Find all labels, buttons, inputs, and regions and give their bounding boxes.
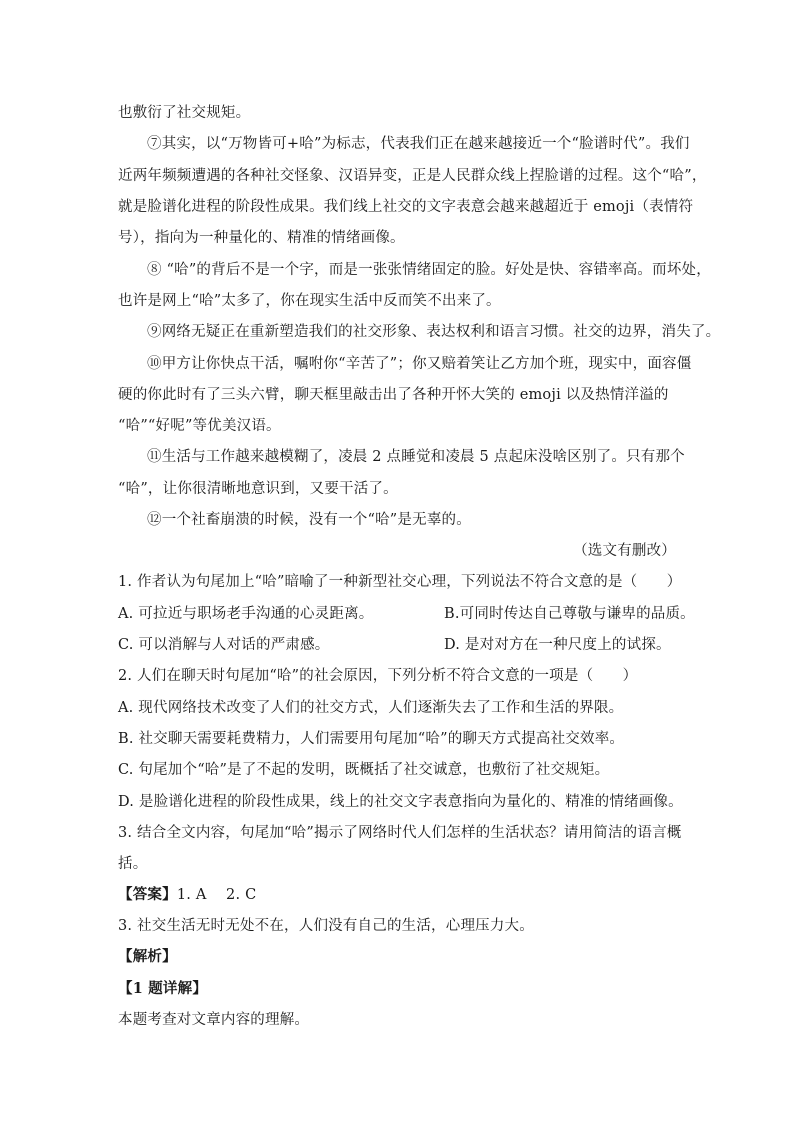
analysis-text: 本题考查对文章内容的理解。 xyxy=(118,1012,310,1028)
option-c: C. 可以消解与人对话的严肃感。 xyxy=(118,637,330,653)
option-b: B. 社交聊天需要耗费精力，人们需要用句尾加“哈”的聊天方式提高社交效率。 xyxy=(118,731,625,747)
option-d: D. 是对对方在一种尺度上的试探。 xyxy=(444,637,671,653)
passage-line: ⑩甲方让你快点干活，嘱咐你“辛苦了”；你又赔着笑让乙方加个班，现实中，面容僵 xyxy=(147,356,692,372)
passage-line: ⑧ “哈”的背后不是一个字，而是一张张情绪固定的脸。好处是快、容错率高。而坏处， xyxy=(147,262,711,278)
answer-text: 1. A 2. C xyxy=(176,887,257,903)
option-a: A. 现代网络技术改变了人们的社交方式，人们逐渐失去了工作和生活的界限。 xyxy=(118,700,624,716)
passage-line: 硬的你此时有了三头六臂，聊天框里敲击出了各种开怀大笑的 emoji 以及热情洋溢的 xyxy=(118,387,669,403)
passage-line: “哈”，让你很清晰地意识到，又要干活了。 xyxy=(118,481,398,497)
question-1-options-ab xyxy=(118,604,695,624)
passage-line: 也许是网上“哈”太多了，你在现实生活中反而笑不出来了。 xyxy=(118,293,501,309)
passage-line: 近两年频频遭遇的各种社交怪象、汉语异变，正是人民群众线上捏脸谱的过程。这个“哈”， xyxy=(118,168,707,184)
answer-label: 【答案】 xyxy=(118,886,177,903)
passage-line: ⑦其实，以“万物皆可+哈”为标志，代表我们正在越来越接近一个“脸谱时代”。我们 xyxy=(147,136,690,152)
question-2-stem: 2. 人们在聊天时句尾加“哈”的社会原因，下列分析不符合文意的一项是（ ） xyxy=(118,668,638,684)
passage-line: ⑪生活与工作越来越模糊了，凌晨 2 点睡觉和凌晨 5 点起床没啥区别了。只有那个 xyxy=(147,449,685,465)
analysis-detail-label: 【1 题详解】 xyxy=(118,980,208,997)
question-1-options-cd xyxy=(118,635,678,655)
option-d: D. 是脸谱化进程的阶段性成果，线上的社交文字表意指向为量化的、精准的情绪画像。 xyxy=(118,794,683,810)
question-3-stem-cont: 括。 xyxy=(118,856,148,872)
passage-line: “哈”“好呢”等优美汉语。 xyxy=(118,418,281,434)
passage-line: 号），指向为一种量化的、精准的情绪画像。 xyxy=(118,230,405,246)
passage-line: 也敷衍了社交规矩。 xyxy=(118,105,251,121)
answer-q3: 3. 社交生活无时无处不在，人们没有自己的生活，心理压力大。 xyxy=(118,918,534,934)
option-b: B.可同时传达自己尊敬与谦卑的品质。 xyxy=(444,606,695,622)
answer-line xyxy=(118,885,678,905)
source-note: （选文有删改） xyxy=(573,543,676,559)
passage-line: 就是脸谱化进程的阶段性成果。我们线上社交的文字表意会越来越超近于 emoji（表情符 xyxy=(118,199,694,215)
analysis-label: 【解析】 xyxy=(118,948,177,965)
option-a: A. 可拉近与职场老手沟通的心灵距离。 xyxy=(118,606,374,622)
question-1-stem: 1. 作者认为句尾加上“哈”暗喻了一种新型社交心理，下列说法不符合文意的是（ ） xyxy=(118,574,682,590)
passage-line: ⑫一个社畜崩溃的时候，没有一个“哈”是无辜的。 xyxy=(147,512,471,528)
passage-line: ⑨网络无疑正在重新塑造我们的社交形象、表达权利和语言习惯。社交的边界，消失了。 xyxy=(147,324,721,340)
question-3-stem: 3. 结合全文内容，句尾加“哈”揭示了网络时代人们怎样的生活状态？请用简洁的语言概 xyxy=(118,825,682,841)
option-c: C. 句尾加个“哈”是了不起的发明，既概括了社交诚意，也敷衍了社交规矩。 xyxy=(118,762,610,778)
